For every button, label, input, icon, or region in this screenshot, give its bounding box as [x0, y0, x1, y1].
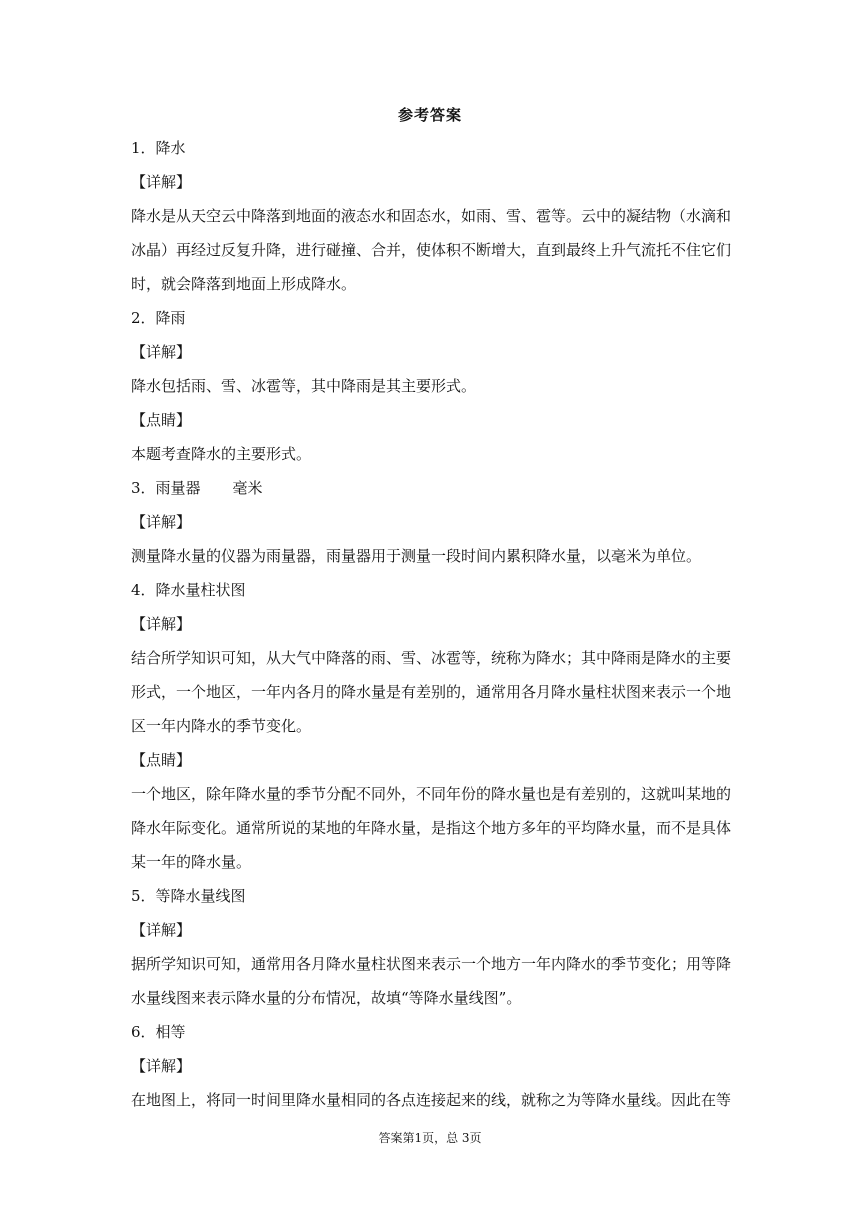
section-text: 一个地区，除年降水量的季节分配不同外，不同年份的降水量也是有差别的，这就叫某地的降水年际变化。通常所说的某地的年降水量，是指这个地方多年的平均降水量，而不是具体某一年的降水量。 [131, 785, 732, 871]
section-label: 【详解】 [131, 921, 192, 939]
section-label: 【详解】 [131, 173, 192, 191]
answer-item-4 [131, 573, 731, 879]
section-label: 【详解】 [131, 1057, 192, 1075]
section-text: 降水是从天空云中降落到地面的液态水和固态水，如雨、雪、雹等。云中的凝结物（水滴和冰晶）再经过反复升降，进行碰撞、合并，使体积不断增大，直到最终上升气流托不住它们时，就会降落到地面上形成降水。 [131, 207, 732, 293]
page-footer: 答案第1页，总 3页 [378, 1131, 482, 1145]
question-heading: 1．降水 [131, 139, 186, 157]
answer-item-6 [131, 1015, 731, 1117]
question-heading [131, 471, 731, 505]
answer-part-2: 毫米 [232, 479, 263, 497]
answer-item-1 [131, 131, 731, 301]
page-title: 参考答案 [397, 106, 462, 124]
section-label: 【详解】 [131, 343, 192, 361]
section-label: 【点睛】 [131, 411, 192, 429]
answer-item-2 [131, 301, 731, 471]
question-heading: 5．等降水量线图 [131, 887, 246, 905]
question-heading: 4．降水量柱状图 [131, 581, 246, 599]
answer-item-3 [131, 471, 731, 573]
section-label: 【详解】 [131, 513, 192, 531]
section-text: 在地图上，将同一时间里降水量相同的各点连接起来的线，就称之为等降水量线。因此在等 [131, 1091, 732, 1109]
section-text: 测量降水量的仪器为雨量器，雨量器用于测量一段时间内累积降水量，以毫米为单位。 [131, 547, 702, 565]
answer-list [131, 131, 731, 1117]
section-text: 据所学知识可知，通常用各月降水量柱状图来表示一个地方一年内降水的季节变化；用等降水量线图来表示降水量的分布情况，故填“等降水量线图”。 [131, 955, 732, 1007]
answer-part-1: 3．雨量器 [131, 479, 201, 497]
section-label: 【点睛】 [131, 751, 192, 769]
section-label: 【详解】 [131, 615, 192, 633]
question-heading: 2．降雨 [131, 309, 186, 327]
section-text: 本题考查降水的主要形式。 [131, 445, 312, 463]
question-heading: 6．相等 [131, 1023, 186, 1041]
section-text: 降水包括雨、雪、冰雹等，其中降雨是其主要形式。 [131, 377, 477, 395]
section-text: 结合所学知识可知，从大气中降落的雨、雪、冰雹等，统称为降水；其中降雨是降水的主要形式，一个地区，一年内各月的降水量是有差别的，通常用各月降水量柱状图来表示一个地区一年内降水的季节变化。 [131, 649, 732, 735]
answer-item-5 [131, 879, 731, 1015]
